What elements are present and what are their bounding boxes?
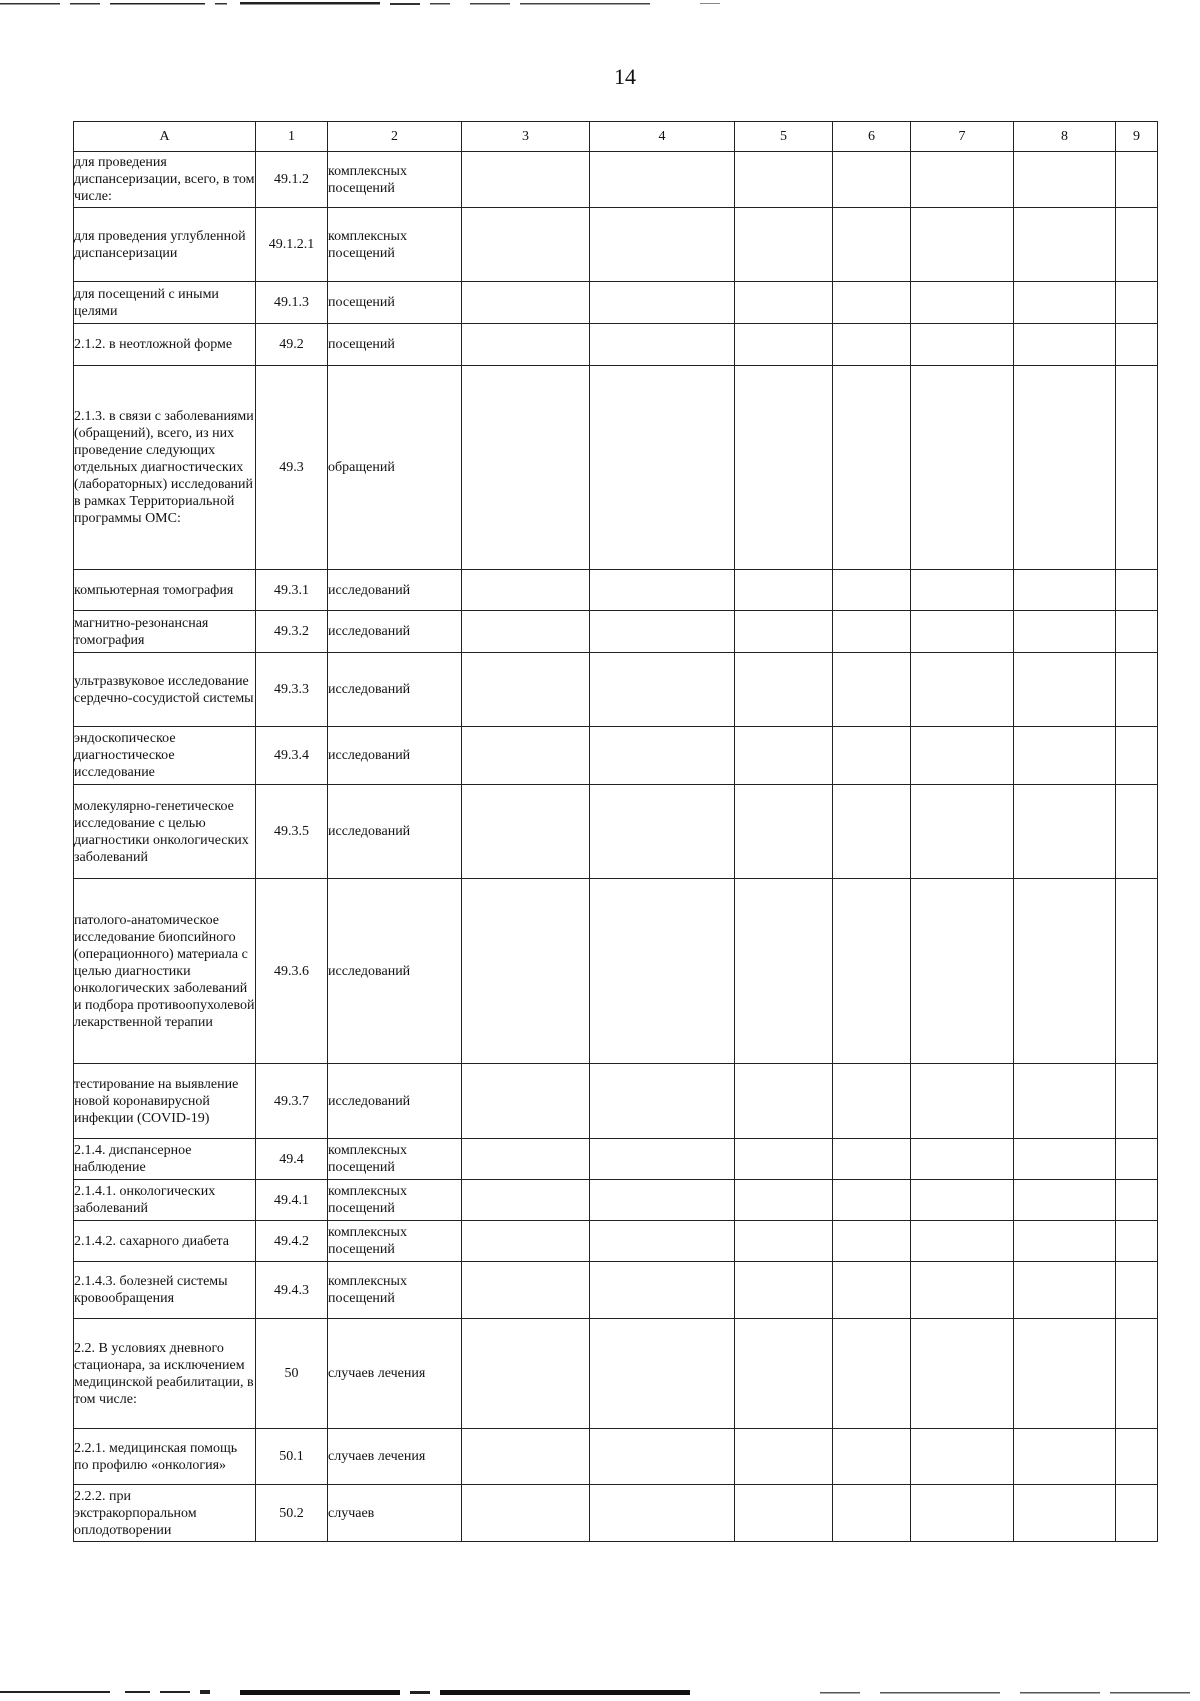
value-cell (462, 653, 590, 727)
header-col-2: 2 (328, 122, 462, 152)
table-row (74, 324, 1158, 366)
value-cell (735, 152, 833, 208)
value-cell (1014, 570, 1116, 611)
table-row (74, 570, 1158, 611)
value-cell (590, 785, 735, 879)
row-name: 2.2.2. при экстракорпоральном оплодотворении (74, 1485, 256, 1542)
value-cell (1014, 727, 1116, 785)
value-cell (911, 785, 1014, 879)
value-cell (833, 1485, 911, 1542)
value-cell (911, 879, 1014, 1064)
value-cell (833, 152, 911, 208)
row-name: молекулярно-генетическое исследование с целью диагностики онкологических заболеваний (74, 785, 256, 879)
value-cell (1014, 1139, 1116, 1180)
row-name: 2.1.4.2. сахарного диабета (74, 1221, 256, 1262)
value-cell (1014, 1221, 1116, 1262)
value-cell (1014, 1319, 1116, 1429)
table-row (74, 1429, 1158, 1485)
value-cell (1014, 1485, 1116, 1542)
table-header-row (74, 122, 1158, 152)
row-code: 49.4.1 (256, 1180, 328, 1221)
row-name: 2.1.4.3. болезней системы кровообращения (74, 1262, 256, 1319)
header-col-1: 1 (256, 122, 328, 152)
row-unit: исследований (328, 879, 462, 1064)
row-name: для посещений с иными целями (74, 282, 256, 324)
value-cell (911, 1485, 1014, 1542)
header-col-4: 4 (590, 122, 735, 152)
value-cell (1116, 727, 1158, 785)
row-code: 50.2 (256, 1485, 328, 1542)
value-cell (590, 366, 735, 570)
value-cell (462, 1262, 590, 1319)
value-cell (911, 1221, 1014, 1262)
row-unit: обращений (328, 366, 462, 570)
value-cell (462, 208, 590, 282)
header-col-5: 5 (735, 122, 833, 152)
value-cell (735, 727, 833, 785)
value-cell (1116, 282, 1158, 324)
value-cell (1014, 366, 1116, 570)
table-row (74, 208, 1158, 282)
value-cell (833, 1319, 911, 1429)
value-cell (833, 785, 911, 879)
value-cell (1116, 1139, 1158, 1180)
value-cell (833, 653, 911, 727)
row-unit: комплексных посещений (328, 208, 462, 282)
row-code: 49.1.2 (256, 152, 328, 208)
table-row (74, 1319, 1158, 1429)
table-row (74, 152, 1158, 208)
table-row (74, 282, 1158, 324)
row-unit: случаев лечения (328, 1429, 462, 1485)
value-cell (590, 324, 735, 366)
table-row (74, 1221, 1158, 1262)
row-code: 49.4 (256, 1139, 328, 1180)
value-cell (833, 1221, 911, 1262)
value-cell (735, 1319, 833, 1429)
value-cell (911, 282, 1014, 324)
value-cell (462, 1180, 590, 1221)
row-unit: комплексных посещений (328, 1139, 462, 1180)
row-code: 49.4.2 (256, 1221, 328, 1262)
header-col-7: 7 (911, 122, 1014, 152)
value-cell (1116, 208, 1158, 282)
row-name: 2.1.4. диспансерное наблюдение (74, 1139, 256, 1180)
row-name: 2.1.2. в неотложной форме (74, 324, 256, 366)
value-cell (590, 727, 735, 785)
value-cell (833, 324, 911, 366)
row-code: 49.3.5 (256, 785, 328, 879)
value-cell (1014, 152, 1116, 208)
value-cell (911, 1429, 1014, 1485)
row-unit: комплексных посещений (328, 1262, 462, 1319)
value-cell (590, 152, 735, 208)
value-cell (833, 570, 911, 611)
value-cell (911, 727, 1014, 785)
value-cell (1116, 611, 1158, 653)
row-unit: посещений (328, 324, 462, 366)
value-cell (1014, 785, 1116, 879)
header-col-6: 6 (833, 122, 911, 152)
row-unit: посещений (328, 282, 462, 324)
scan-artifact-top (0, 0, 1200, 10)
table-row (74, 1139, 1158, 1180)
row-unit: исследований (328, 1064, 462, 1139)
value-cell (735, 879, 833, 1064)
row-unit: случаев лечения (328, 1319, 462, 1429)
value-cell (590, 570, 735, 611)
value-cell (735, 1139, 833, 1180)
row-name: для проведения диспансеризации, всего, в том числе: (74, 152, 256, 208)
value-cell (735, 570, 833, 611)
value-cell (590, 1139, 735, 1180)
row-code: 49.3.2 (256, 611, 328, 653)
row-code: 50.1 (256, 1429, 328, 1485)
value-cell (462, 1139, 590, 1180)
value-cell (833, 727, 911, 785)
row-name: 2.1.4.1. онкологических заболеваний (74, 1180, 256, 1221)
value-cell (833, 1139, 911, 1180)
value-cell (735, 366, 833, 570)
value-cell (590, 1064, 735, 1139)
value-cell (1014, 1064, 1116, 1139)
row-unit: комплексных посещений (328, 1221, 462, 1262)
value-cell (735, 208, 833, 282)
value-cell (590, 282, 735, 324)
value-cell (1014, 1429, 1116, 1485)
value-cell (735, 324, 833, 366)
header-col-9: 9 (1116, 122, 1158, 152)
table-row (74, 785, 1158, 879)
value-cell (735, 1262, 833, 1319)
value-cell (735, 653, 833, 727)
row-unit: исследований (328, 653, 462, 727)
row-code: 49.3.1 (256, 570, 328, 611)
value-cell (462, 879, 590, 1064)
row-code: 50 (256, 1319, 328, 1429)
value-cell (911, 1319, 1014, 1429)
value-cell (590, 879, 735, 1064)
row-unit: исследований (328, 727, 462, 785)
value-cell (911, 1180, 1014, 1221)
row-name: 2.2.1. медицинская помощь по профилю «онкология» (74, 1429, 256, 1485)
value-cell (590, 653, 735, 727)
value-cell (462, 1064, 590, 1139)
value-cell (1116, 1064, 1158, 1139)
table-row (74, 1180, 1158, 1221)
row-name: для проведения углубленной диспансеризации (74, 208, 256, 282)
row-name: 2.2. В условиях дневного стационара, за исключением медицинской реабилитации, в том числе: (74, 1319, 256, 1429)
row-unit: комплексных посещений (328, 152, 462, 208)
table-row (74, 727, 1158, 785)
value-cell (1116, 1221, 1158, 1262)
value-cell (735, 1485, 833, 1542)
table-row (74, 1262, 1158, 1319)
value-cell (911, 1139, 1014, 1180)
row-name: ультразвуковое исследование сердечно-сосудистой системы (74, 653, 256, 727)
row-code: 49.2 (256, 324, 328, 366)
value-cell (590, 1180, 735, 1221)
value-cell (462, 1221, 590, 1262)
table-row (74, 366, 1158, 570)
value-cell (1116, 570, 1158, 611)
value-cell (1116, 653, 1158, 727)
row-unit: исследований (328, 611, 462, 653)
value-cell (1116, 1180, 1158, 1221)
value-cell (911, 152, 1014, 208)
row-code: 49.4.3 (256, 1262, 328, 1319)
value-cell (833, 1429, 911, 1485)
value-cell (590, 1485, 735, 1542)
table-row (74, 879, 1158, 1064)
form-table (73, 121, 1158, 1542)
value-cell (911, 324, 1014, 366)
value-cell (590, 1429, 735, 1485)
row-name: патолого-анатомическое исследование биопсийного (операционного) материала с целью диагностики онкологических заболеваний и подбора противоопухолевой лекарственной терапии (74, 879, 256, 1064)
table-row (74, 1064, 1158, 1139)
value-cell (735, 1221, 833, 1262)
value-cell (833, 282, 911, 324)
value-cell (735, 785, 833, 879)
header-col-8: 8 (1014, 122, 1116, 152)
value-cell (1014, 653, 1116, 727)
value-cell (1116, 366, 1158, 570)
value-cell (833, 879, 911, 1064)
value-cell (462, 324, 590, 366)
table-row (74, 611, 1158, 653)
value-cell (1014, 879, 1116, 1064)
value-cell (833, 208, 911, 282)
row-unit: комплексных посещений (328, 1180, 462, 1221)
value-cell (462, 1429, 590, 1485)
value-cell (462, 785, 590, 879)
value-cell (1014, 282, 1116, 324)
value-cell (1116, 1429, 1158, 1485)
value-cell (1116, 324, 1158, 366)
value-cell (1116, 879, 1158, 1064)
value-cell (590, 1262, 735, 1319)
value-cell (462, 282, 590, 324)
value-cell (1014, 1180, 1116, 1221)
value-cell (1014, 324, 1116, 366)
value-cell (735, 1180, 833, 1221)
row-name: магнитно-резонансная томография (74, 611, 256, 653)
row-code: 49.1.2.1 (256, 208, 328, 282)
row-unit: исследований (328, 570, 462, 611)
value-cell (1116, 1262, 1158, 1319)
value-cell (735, 611, 833, 653)
value-cell (1014, 208, 1116, 282)
value-cell (833, 366, 911, 570)
value-cell (462, 570, 590, 611)
scan-artifact-bottom (0, 1684, 1200, 1701)
value-cell (590, 611, 735, 653)
row-name: тестирование на выявление новой коронавирусной инфекции (COVID-19) (74, 1064, 256, 1139)
header-col-a: A (74, 122, 256, 152)
row-code: 49.3.4 (256, 727, 328, 785)
row-code: 49.1.3 (256, 282, 328, 324)
value-cell (911, 366, 1014, 570)
row-code: 49.3.7 (256, 1064, 328, 1139)
page-number: 14 (614, 64, 636, 89)
value-cell (735, 1064, 833, 1139)
value-cell (1014, 611, 1116, 653)
row-code: 49.3.6 (256, 879, 328, 1064)
value-cell (735, 282, 833, 324)
table-row (74, 653, 1158, 727)
value-cell (911, 611, 1014, 653)
value-cell (1116, 1485, 1158, 1542)
value-cell (911, 1064, 1014, 1139)
row-name: компьютерная томография (74, 570, 256, 611)
row-code: 49.3 (256, 366, 328, 570)
value-cell (462, 727, 590, 785)
value-cell (462, 152, 590, 208)
row-unit: случаев (328, 1485, 462, 1542)
row-name: 2.1.3. в связи с заболеваниями (обращений), всего, из них проведение следующих отдельных диагностических (лабораторных) исследований в рамках Территориальной программы ОМС: (74, 366, 256, 570)
value-cell (911, 653, 1014, 727)
value-cell (590, 1319, 735, 1429)
value-cell (1116, 785, 1158, 879)
value-cell (911, 570, 1014, 611)
value-cell (462, 1485, 590, 1542)
value-cell (911, 1262, 1014, 1319)
value-cell (1116, 152, 1158, 208)
value-cell (833, 611, 911, 653)
value-cell (833, 1064, 911, 1139)
value-cell (462, 1319, 590, 1429)
value-cell (1116, 1319, 1158, 1429)
row-unit: исследований (328, 785, 462, 879)
value-cell (833, 1180, 911, 1221)
value-cell (590, 208, 735, 282)
value-cell (462, 366, 590, 570)
value-cell (735, 1429, 833, 1485)
value-cell (1014, 1262, 1116, 1319)
table-row (74, 1485, 1158, 1542)
header-col-3: 3 (462, 122, 590, 152)
value-cell (911, 208, 1014, 282)
value-cell (590, 1221, 735, 1262)
value-cell (833, 1262, 911, 1319)
value-cell (462, 611, 590, 653)
row-code: 49.3.3 (256, 653, 328, 727)
row-name: эндоскопическое диагностическое исследование (74, 727, 256, 785)
